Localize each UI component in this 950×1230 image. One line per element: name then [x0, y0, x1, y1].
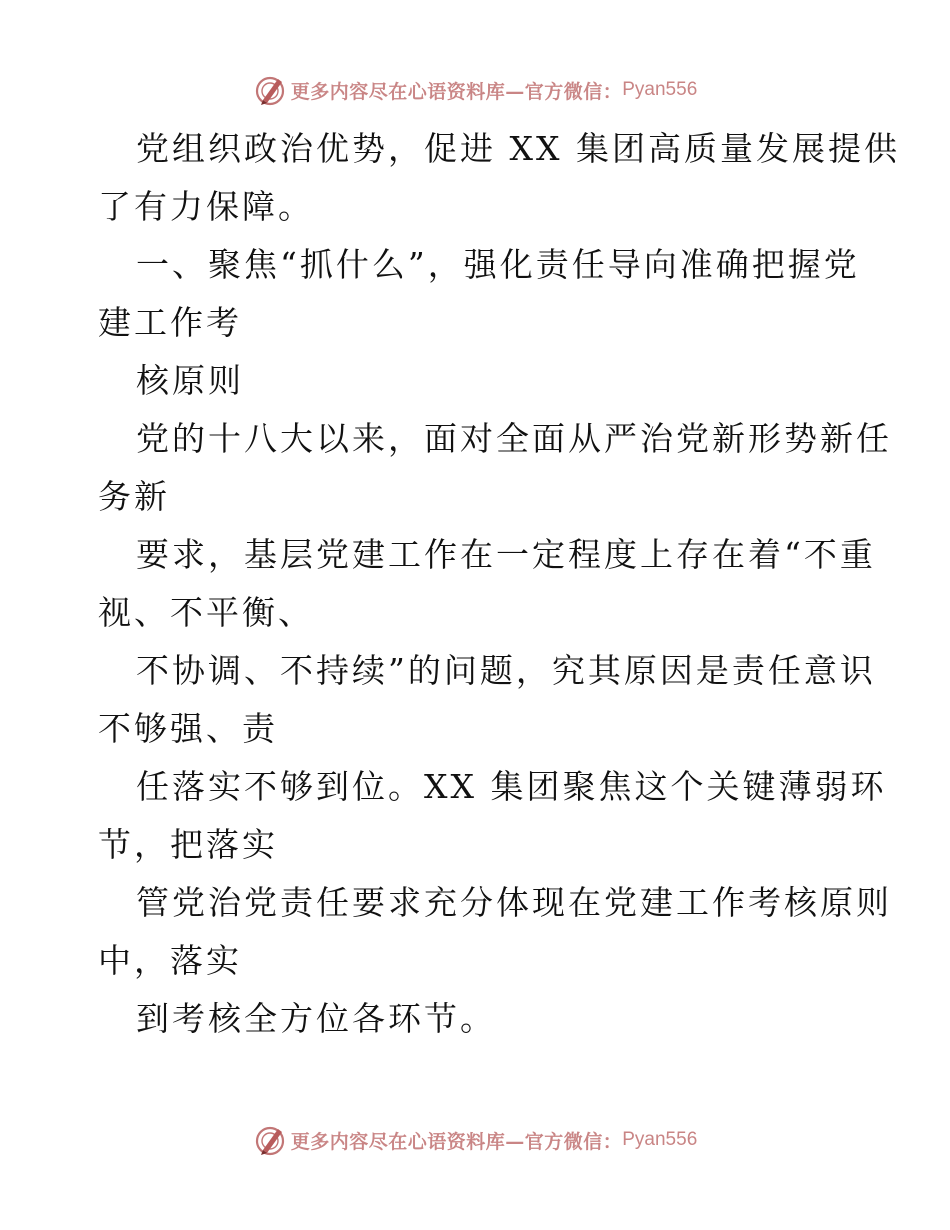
pen-logo-icon [253, 1123, 287, 1157]
section-heading-line: 一、聚焦“抓什么”，强化责任导向准确把握党 [136, 245, 860, 284]
text-line: 了有力保障。 [98, 187, 314, 226]
text-line: 不协调、不持续”的问题，究其原因是责任意识 [136, 651, 876, 690]
text-line: 务新 [98, 477, 170, 516]
watermark-wechat-handle: Pyan556 [622, 1129, 698, 1150]
text-line: 到考核全方位各环节。 [136, 999, 496, 1038]
footer-watermark [0, 1122, 950, 1158]
text-line: 任落实不够到位。XX 集团聚焦这个关键薄弱环 [136, 767, 887, 806]
body-text [98, 120, 900, 1048]
section-heading-line: 核原则 [136, 361, 244, 400]
text-line: 党的十八大以来，面对全面从严治党新形势新任 [136, 419, 892, 458]
text-line: 党组织政治优势，促进 XX 集团高质量发展提供 [136, 129, 900, 168]
text-line: 视、不平衡、 [98, 593, 314, 632]
section-heading-line: 建工作考 [98, 303, 242, 342]
header-watermark [0, 72, 950, 108]
text-line: 中，落实 [98, 941, 242, 980]
watermark-text: 更多内容尽在心语资料库—官方微信： [290, 80, 623, 103]
watermark-wechat-handle: Pyan556 [622, 79, 698, 100]
text-line: 不够强、责 [98, 709, 278, 748]
watermark-text: 更多内容尽在心语资料库—官方微信： [290, 1130, 623, 1153]
text-line: 节，把落实 [98, 825, 278, 864]
pen-logo-icon [253, 73, 287, 107]
text-line: 管党治党责任要求充分体现在党建工作考核原则 [136, 883, 892, 922]
text-line: 要求，基层党建工作在一定程度上存在着“不重 [136, 535, 876, 574]
